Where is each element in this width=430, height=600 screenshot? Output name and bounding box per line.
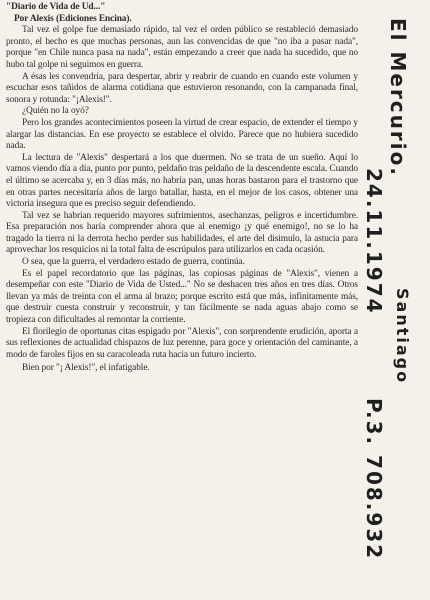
article-signoff: Bien por "¡ Alexis!", el infatigable. <box>22 363 150 374</box>
article-title: "Diario de Vida de Ud..." <box>6 2 106 12</box>
article-paragraph: Tal vez el golpe fue demasiado rápido, tal vez el orden público se restableció demasiado pronto, el hecho es que muchas personas, aun las convencidas de que "no iba a pasar nada", porque "en Chile nunca pasa na nada", están empezando a creer que nada ha sucedido, que no hubo tal golpe ni seguimos en guerra. <box>6 25 358 70</box>
article-paragraph: O sea, que la guerra, el verdadero estado de guerra, continúa. <box>22 257 245 268</box>
article-column <box>6 2 358 375</box>
article-byline: Por Alexis (Ediciones Encina). <box>14 13 132 24</box>
article-paragraph: Pero los grandes acontecimientos poseen la virtud de crear espacio, de extender el tiempo y alargar las distancias. En ese proyecto se establece el olvido. Parece que no hubiera sucedido nada. <box>6 117 358 152</box>
article-paragraph: A ésas les convendría, para despertar, abrir y reabrir de cuando en cuando este volumen y escuchar esos tañidos de alarma cotidiana que estuvieron resonando, con la campanada final, sonora y rotunda: "¡Alexis!". <box>6 71 358 105</box>
article-paragraph: La lectura de "Alexis" despertará a los que duermen. No se trata de un sueño. Aquí lo vamos viendo día a día, punto por punto, peldaño tras peldaño de la descendente escala. Cuando el último se acercaba y, en 3 días más, no habría pan, unas horas bastaron para el trastorno que en otras partes necesitaría años de largo batallar, hasta, en el mejor de los casos, obtener una victoria insegura que es preciso seguir defendiendo. <box>6 152 358 210</box>
handwritten-city: Santiago <box>393 288 412 385</box>
handwritten-date: 24.11.1974 <box>362 168 386 315</box>
article-paragraph: Es el papel recordatorio que las páginas, las copiosas páginas de "Alexis", vienen a desempeñar con este "Diario de Vida de Usted..." No se deshacen tres años en tres días. Otros llevan ya más de treinta con el arma al brazo; porque escrito está que más, infinitamente más, que destruir cuesta construir y reconstruir, y tan fácilmente se nada aguas abajo como se tropieza con dificultades al remontar la corriente. <box>6 268 358 326</box>
handwritten-annotation <box>360 18 430 598</box>
article-paragraph: El florilegio de oportunas citas espigado por "Alexis", con sorprendente erudición, aporta a sus reflexiones de actualidad chispazos de luz perenne, para goce y orientación del caminante, a modo de faroles fijos en su caracoleada ruta hacia un futuro incierto. <box>6 326 358 360</box>
handwritten-reference: P.3. 708.932 <box>362 398 386 561</box>
article-paragraph: Tal vez se habrían requerido mayores sufrimientos, asechanzas, peligros e incertidumbre. Esa preparación nos haría comprender ahora que al enemigo ¡y qué enemigo!, no se lo ha tragado la tierra ni la derrota hecho perder sus habilidades, el arte del disimulo, la astucia para aprovechar los resquicios ni la total falta de escrúpulos para utilizarlos en cada ocasión. <box>6 210 358 256</box>
article-paragraph: ¿Quién no la oyó? <box>22 106 89 117</box>
handwritten-source: El Mercurio. <box>386 18 410 177</box>
